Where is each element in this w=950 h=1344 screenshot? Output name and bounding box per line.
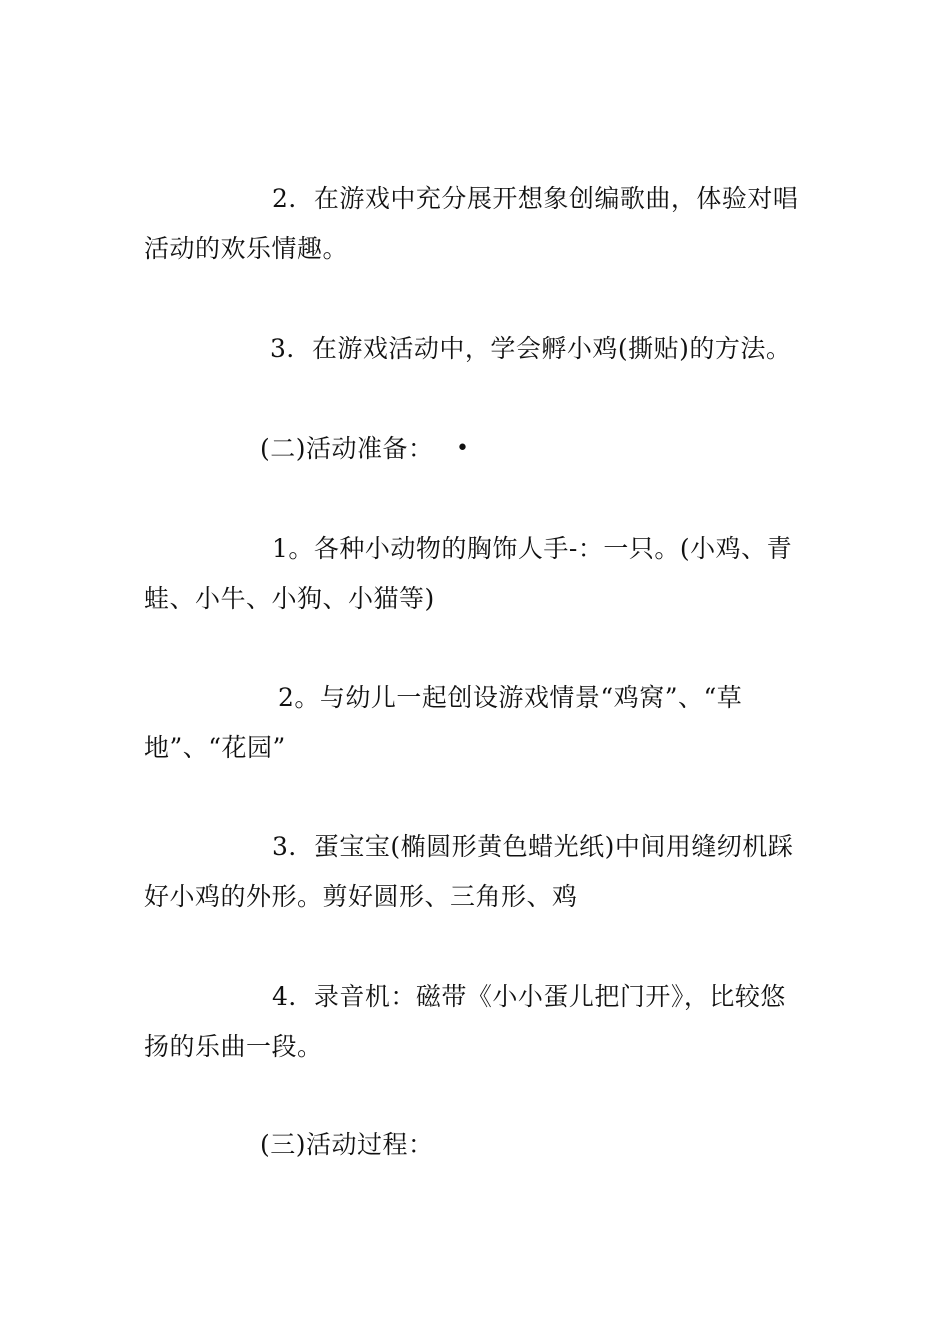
prep-3-line-2: 好小鸡的外形。剪好圆形、三角形、鸡 — [144, 882, 578, 911]
prep-2-line-1: 2。与幼儿一起创设游戏情景“鸡窝”、“草 — [278, 683, 743, 712]
item-2-line-2: 活动的欢乐情趣。 — [144, 234, 349, 263]
item-3-line-1: 3．在游戏活动中，学会孵小鸡(撕贴)的方法。 — [270, 334, 792, 363]
section-3-heading: (三)活动过程： — [260, 1130, 434, 1159]
prep-4-line-1: 4．录音机：磁带《小小蛋儿把门开》，比较悠 — [272, 982, 786, 1011]
prep-3-line-1: 3．蛋宝宝(椭圆形黄色蜡光纸)中间用缝纫机踩 — [272, 832, 794, 861]
prep-2-line-2: 地”、“花园” — [144, 733, 286, 762]
prep-1-line-1: 1。各种小动物的胸饰人手-：一只。(小鸡、青 — [272, 534, 793, 563]
item-2-line-1: 2．在游戏中充分展开想象创编歌曲，体验对唱 — [272, 184, 799, 213]
prep-1-line-2: 蛙、小牛、小狗、小猫等) — [144, 584, 435, 613]
prep-4-line-2: 扬的乐曲一段。 — [144, 1032, 323, 1061]
bullet-mark: • — [456, 436, 469, 461]
section-2-heading: (二)活动准备： — [260, 434, 434, 463]
